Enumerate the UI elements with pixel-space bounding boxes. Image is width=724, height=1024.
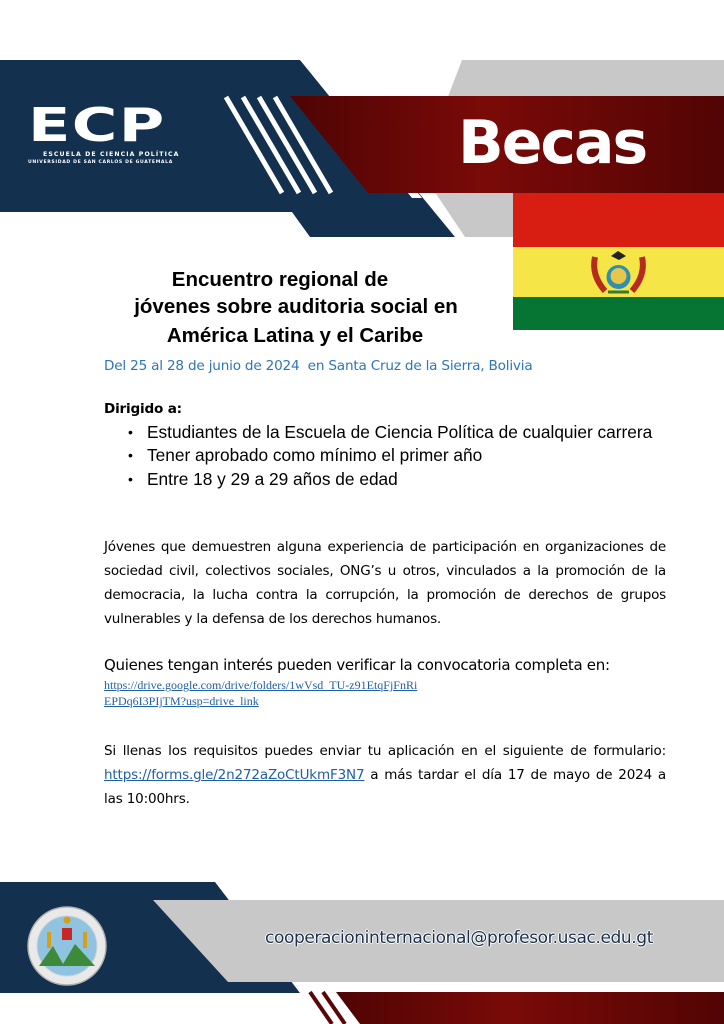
bolivia-flag [513, 193, 724, 330]
ecp-logo-university-name: UNIVERSIDAD DE SAN CARLOS DE GUATEMALA [28, 160, 173, 165]
flag-red-stripe [513, 193, 724, 247]
application-text-after: a más tardar el día 17 de mayo de 2024 a las 10:00hrs. [104, 767, 666, 807]
audience-item: • Estudiantes de la Escuela de Ciencia Política de cualquier carrera [128, 422, 673, 443]
convocatoria-drive-link[interactable]: https://drive.google.com/drive/folders/1wVsd_TU-z91EtqFjFnRiEPDq6I3PIjTM?usp=drive_link [104, 678, 418, 708]
event-title-line-2: jóvenes sobre auditoria social en [134, 295, 458, 318]
flag-green-stripe [513, 297, 724, 330]
audience-heading: Dirigido a: [104, 401, 182, 417]
ecp-logo [28, 98, 183, 167]
bolivia-coat-of-arms-icon [513, 247, 724, 297]
event-title [90, 266, 510, 349]
event-date-location: Del 25 al 28 de junio de 2024 en Santa Cruz de la Sierra, Bolivia [104, 358, 533, 374]
ecp-logo-letters: ECP [28, 98, 166, 152]
contact-email: cooperacioninternacional@profesor.usac.edu.gt [265, 928, 653, 948]
audience-item: • Entre 18 y 29 a 29 años de edad [128, 467, 673, 491]
application-instructions [104, 739, 666, 811]
flag-yellow-stripe [513, 247, 724, 297]
event-title-line-3: América Latina y el Caribe [166, 324, 424, 347]
banner-title: Becas [458, 108, 647, 178]
ecp-logo-school-name: ESCUELA DE CIENCIA POLÍTICA [43, 151, 180, 158]
application-form-link[interactable]: https://forms.gle/2n272aZoCtUkmF3N7 [104, 767, 365, 783]
audience-list [128, 422, 673, 491]
event-title-line-1: Encuentro regional de [171, 268, 389, 291]
convocatoria-text: Quienes tengan interés pueden verificar la convocatoria completa en: [104, 656, 610, 674]
eligibility-description: Jóvenes que demuestren alguna experiencia de participación en organizaciones de sociedad civil, colectivos sociales, ONG’s u otros, vinculados a la promoción de la democracia, la lucha contra la corrupción, la promoción de derechos de grupos vulnerables y la defensa de los derechos humanos. [104, 539, 666, 627]
application-text-before: Si llenas los requisitos puedes enviar tu aplicación en el siguiente de formulario: [104, 743, 666, 759]
usac-seal-icon [27, 906, 107, 986]
audience-item: • Tener aprobado como mínimo el primer año [128, 443, 673, 467]
